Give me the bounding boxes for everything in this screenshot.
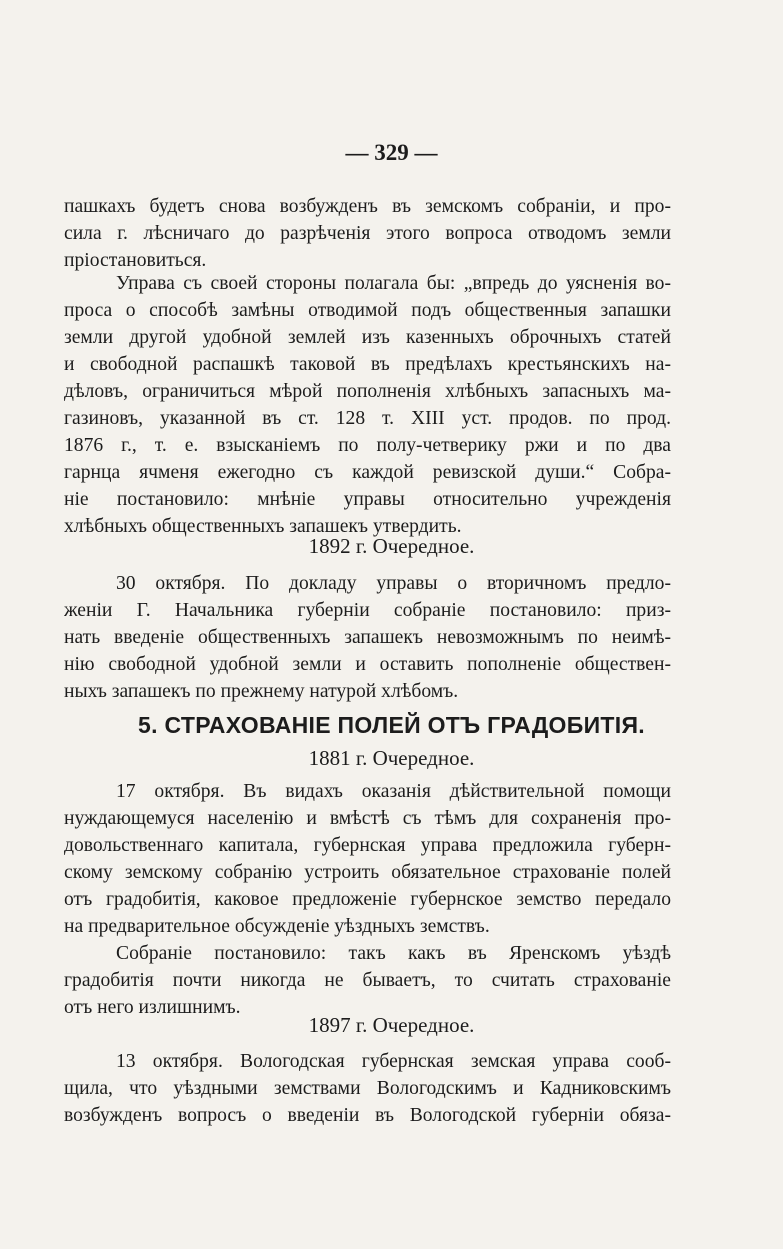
text-line: сила г. лѣсничаго до разрѣченія этого вопроса отводомъ земли — [64, 223, 671, 244]
paragraph-1881 — [64, 778, 671, 940]
text-line: пріостановиться. — [64, 250, 207, 271]
text-line: возбужденъ вопросъ о введеніи въ Вологодской губерніи обяза- — [64, 1105, 671, 1126]
year-heading-1897: 1897 г. Очередное. — [308, 1013, 475, 1037]
paragraph-1897 — [64, 1048, 671, 1129]
text-line: 13 октября. Вологодская губернская земская управа сооб- — [116, 1051, 671, 1072]
paragraph-resolution — [64, 940, 671, 1021]
text-line: щила, что уѣздными земствами Вологодскимъ и Кадниковскимъ — [64, 1078, 671, 1099]
text-line: довольственнаго капитала, губернская управа предложила губерн- — [64, 835, 671, 856]
text-line: ныхъ запашекъ по прежнему натурой хлѣбомъ. — [64, 681, 459, 702]
text-line: Управа съ своей стороны полагала бы: „впредь до уясненія во- — [116, 273, 671, 294]
page-number: — 329 — — [345, 140, 438, 165]
text-line: проса о способѣ замѣны отводимой подъ общественныя запашки — [64, 300, 671, 321]
year-heading-1881: 1881 г. Очередное. — [308, 746, 475, 770]
text-line: нуждающемуся населенію и вмѣстѣ съ тѣмъ для сохраненія про- — [64, 808, 671, 829]
text-line: 1876 г., т. е. взысканіемъ по полу-четверику ржи и по два — [64, 435, 671, 456]
text-line: нію свободной удобной земли и оставить пополненіе обществен- — [64, 654, 671, 675]
text-line: отъ градобитія, каковое предложеніе губернское земство передало — [64, 889, 671, 910]
text-line: земли другой удобной землей изъ казенныхъ оброчныхъ статей — [64, 327, 671, 348]
text-line: нать введеніе общественныхъ запашекъ невозможнымъ по неимѣ- — [64, 627, 671, 648]
text-line: газиновъ, указанной въ ст. 128 т. XIII уст. продов. по прод. — [64, 408, 671, 429]
text-line: 17 октября. Въ видахъ оказанія дѣйствительной помощи — [116, 781, 671, 802]
paragraph-continuation — [64, 193, 671, 274]
text-line: гарнца ячменя ежегодно съ каждой ревизской души.“ Собра- — [64, 462, 671, 483]
text-line: скому земскому собранію устроить обязательное страхованіе полей — [64, 862, 671, 883]
section-title: 5. СТРАХОВАНІЕ ПОЛЕЙ ОТЪ ГРАДОБИТІЯ. — [138, 712, 645, 738]
text-line: Собраніе постановило: такъ какъ въ Яренскомъ уѣздѣ — [116, 943, 671, 964]
text-line: на предварительное обсужденіе уѣздныхъ земствъ. — [64, 916, 490, 937]
text-line: отъ него излишнимъ. — [64, 997, 241, 1018]
paragraph-uprava-opinion — [64, 270, 671, 540]
year-heading-1892: 1892 г. Очередное. — [308, 534, 475, 558]
text-line: женіи Г. Начальника губерніи собраніе постановило: приз- — [64, 600, 671, 621]
text-line: дѣловъ, ограничиться мѣрой пополненія хлѣбныхъ запасныхъ ма- — [64, 381, 671, 402]
text-line: градобитія почти никогда не бываетъ, то считать страхованіе — [64, 970, 671, 991]
text-line: и свободной распашкѣ таковой въ предѣлахъ крестьянскихъ на- — [64, 354, 671, 375]
text-line: ніе постановило: мнѣніе управы относительно учрежденія — [64, 489, 671, 510]
text-line: 30 октября. По докладу управы о вторичномъ предло- — [116, 573, 671, 594]
paragraph-1892 — [64, 570, 671, 705]
text-line: хлѣбныхъ общественныхъ запашекъ утвердить. — [64, 516, 462, 537]
text-line: пашкахъ будетъ снова возбужденъ въ земскомъ собраніи, и про- — [64, 196, 671, 217]
